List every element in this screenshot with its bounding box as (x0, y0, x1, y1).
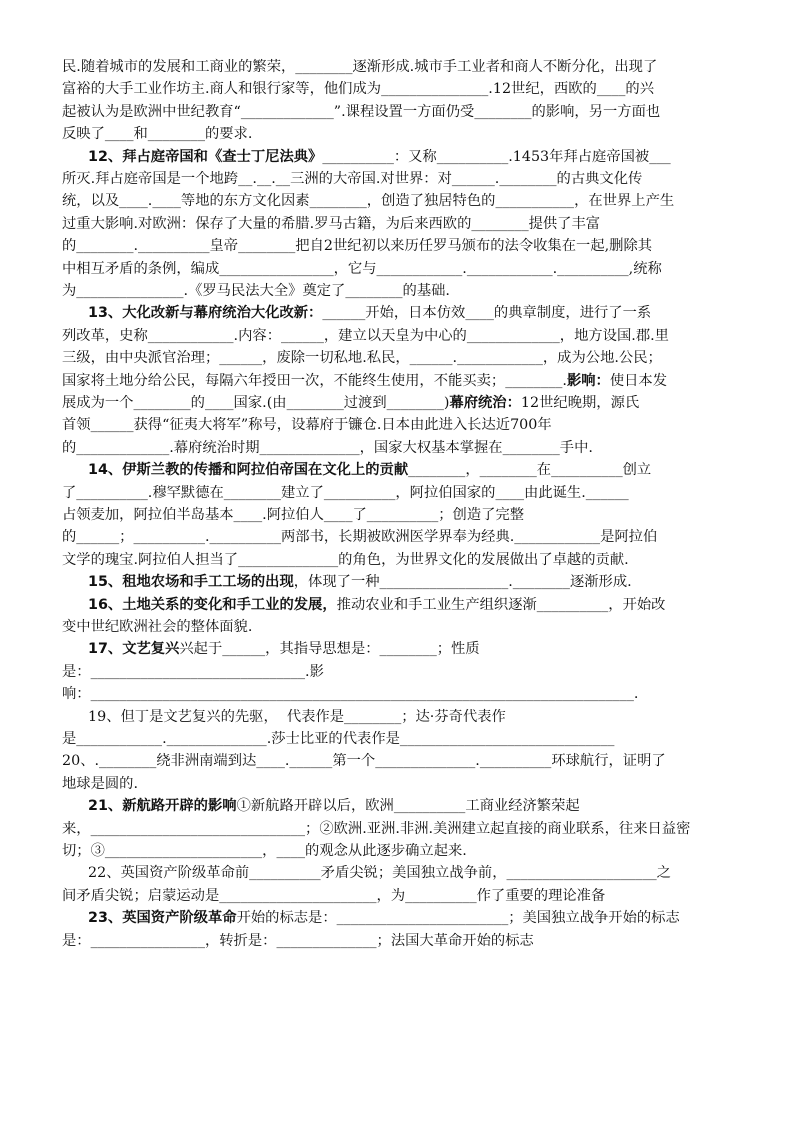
line-tail-text: 12世纪晚期，源氏 (520, 395, 640, 411)
line-text: 的______；__________.__________两部书，长期被欧洲医学界奉为经典.____________是阿拉伯 (62, 529, 658, 546)
text-line (62, 392, 639, 414)
text-line (62, 840, 467, 862)
text-line (62, 750, 666, 772)
inline-heading: 影响： (566, 372, 610, 389)
line-text: 是____________.______________.莎士比亚的代表作是______________________________ (62, 731, 615, 747)
text-line (88, 795, 580, 817)
text-line (88, 302, 651, 324)
question-heading: 12、拜占庭帝国和《查士丁尼法典》 (88, 148, 323, 165)
line-text: 所灭.拜占庭帝国是一个地跨__.__.__三洲的大帝国.对世界：对______.________的古典文化传 (62, 171, 643, 187)
line-text: 19、但丁是文艺复兴的先驱， 代表作是________；达·芬奇代表作 (88, 708, 506, 725)
text-line (62, 482, 629, 504)
text-line (62, 370, 667, 392)
line-text: 过重大影响.对欧洲：保存了大量的希腊.罗马古籍，为后来西欧的________提供了丰富 (62, 215, 601, 232)
question-heading: 21、新航路开辟的影响 (88, 798, 237, 815)
text-line (62, 235, 652, 257)
line-text: 首领______获得“征夷大将军”称号，设幕府于镰仓.日本由此进入长达近700年 (62, 417, 552, 434)
text-line (62, 818, 690, 840)
text-line (88, 706, 506, 728)
question-heading: 14、伊斯兰教的传播和阿拉伯帝国在文化上的贡献 (88, 462, 409, 479)
text-line (88, 907, 680, 929)
text-line (88, 862, 671, 884)
text-line (62, 504, 524, 526)
line-text: 兴起于______，其指导思想是：________；性质 (179, 641, 480, 658)
text-line (62, 190, 674, 212)
line-text: 起被认为是欧洲中世纪教育“_____________”.课程设置一方面仍受________的影响，另一方面也 (62, 103, 661, 120)
line-text: 中相互矛盾的条例，编成________________，它与____________.____________.__________,统称 (62, 260, 662, 277)
text-line (62, 549, 629, 571)
line-text: 推动农业和手工业生产组织逐渐__________，开始改 (336, 596, 666, 613)
line-text: 间矛盾尖锐；启蒙运动是______________________，为__________作了重要的理论准备 (62, 887, 606, 904)
line-text: 22、英国资产阶级革命前__________矛盾尖锐；美国独立战争前，_____________________之 (88, 865, 671, 882)
inline-heading: 幕府统治： (449, 395, 521, 411)
line-text: 响：____________________________________________________________________________. (62, 686, 639, 703)
line-text: 富裕的大手工业作坊主.商人和银行家等，他们成为_______________.12世纪，西欧的____的兴 (62, 81, 655, 98)
line-text: 是：______________________________.影 (62, 663, 324, 680)
line-text: 的________.__________皇帝________把自2世纪初以来历任罗马颁布的法令收集在一起,删除其 (62, 238, 653, 255)
question-heading: 23、英国资产阶级革命 (88, 910, 237, 927)
text-line (62, 728, 614, 750)
line-text: 开始的标志是：________________________；美国独立战争开始的标志 (236, 910, 680, 927)
text-line (62, 347, 662, 369)
line-text: 文学的瑰宝.阿拉伯人担当了______________的角色，为世界文化的发展做出了卓越的贡献. (62, 551, 629, 568)
question-heading: 17、文艺复兴 (88, 641, 180, 658)
text-line (88, 594, 665, 616)
text-line (62, 437, 593, 459)
line-text: 展成为一个________的____国家.(由________过渡到________) (62, 395, 450, 411)
line-text: 来，______________________________；②欧洲.亚洲.非洲.美洲建立起直接的商业联系，往来日益密 (62, 820, 691, 837)
text-line (88, 571, 632, 593)
line-text: 的_____________.幕府统治时期______________，国家大权基本掌握在________手中. (62, 439, 593, 456)
line-text: 为_______________.《罗马民法大全》奠定了________的基础. (62, 283, 450, 299)
line-text: __________：又称__________.1453年拜占庭帝国被___ (322, 148, 671, 165)
text-line (62, 325, 669, 347)
line-text: 20、.________绕非洲南端到达____.______第一个______________.__________环球航行，证明了 (62, 753, 666, 770)
text-line (62, 414, 552, 436)
text-line (62, 258, 662, 280)
line-tail-text: 使日本发 (609, 372, 668, 389)
text-line (88, 146, 671, 168)
line-text: 变中世纪欧洲社会的整体面貌. (62, 619, 253, 635)
text-line (62, 661, 324, 683)
line-text: 列改革，史称____________.内容：______，建立以天皇为中心的_____________，地方设国.郡.里 (62, 327, 669, 344)
text-line (62, 683, 638, 705)
text-line (62, 168, 642, 190)
question-heading: 13、大化改新与幕府统治大化改新： (88, 305, 323, 322)
line-text: 了__________.穆罕默德在________建立了__________，阿拉伯国家的____由此诞生.______ (62, 484, 629, 501)
line-text: 三级，由中央派官治理；______，废除一切私地.私民，______.____________，成为公地.公民； (62, 350, 662, 367)
text-line (62, 616, 252, 638)
question-heading: 16、土地关系的变化和手工业的发展， (88, 596, 337, 613)
line-text: 切；③______________________，____的观念从此逐步确立起来. (62, 843, 467, 859)
text-line (62, 213, 600, 235)
text-line (62, 885, 605, 907)
line-text: 占领麦加，阿拉伯半岛基本____.阿拉伯人____了__________；创造了完整 (62, 507, 525, 523)
text-line (62, 56, 657, 78)
text-line (88, 638, 480, 660)
question-heading: 15、租地农场和手工工场的出现 (88, 574, 294, 591)
line-text: ______开始，日本仿效____的典章制度，进行了一系 (322, 305, 652, 322)
line-text: 民.随着城市的发展和工商业的繁荣，________逐渐形成.城市手工业者和商人不断分化，出现了 (62, 59, 658, 75)
text-line (62, 123, 252, 145)
line-text: 是：________________，转折是：______________；法国大革命开始的标志 (62, 932, 534, 949)
text-line (62, 773, 138, 795)
text-line (62, 526, 657, 548)
text-line (62, 101, 660, 123)
line-text: 统，以及____.____等地的东方文化因素________，创造了独居特色的___________，在世界上产生 (62, 193, 675, 210)
text-line (62, 78, 654, 100)
line-text: ①新航路开辟以后，欧洲__________工商业经济繁荣起 (236, 798, 580, 815)
text-line (62, 930, 534, 952)
line-text: ，体现了一种__________________.________逐渐形成. (293, 574, 632, 591)
text-line (88, 459, 651, 481)
line-text: 地球是圆的. (62, 775, 139, 792)
line-text: 国家将土地分给公民，每隔六年授田一次，不能终生使用，不能买卖；________. (62, 372, 567, 389)
line-text: ________，________在__________创立 (408, 462, 652, 479)
line-text: 反映了____和________的要求. (62, 126, 253, 143)
text-line (62, 280, 450, 302)
